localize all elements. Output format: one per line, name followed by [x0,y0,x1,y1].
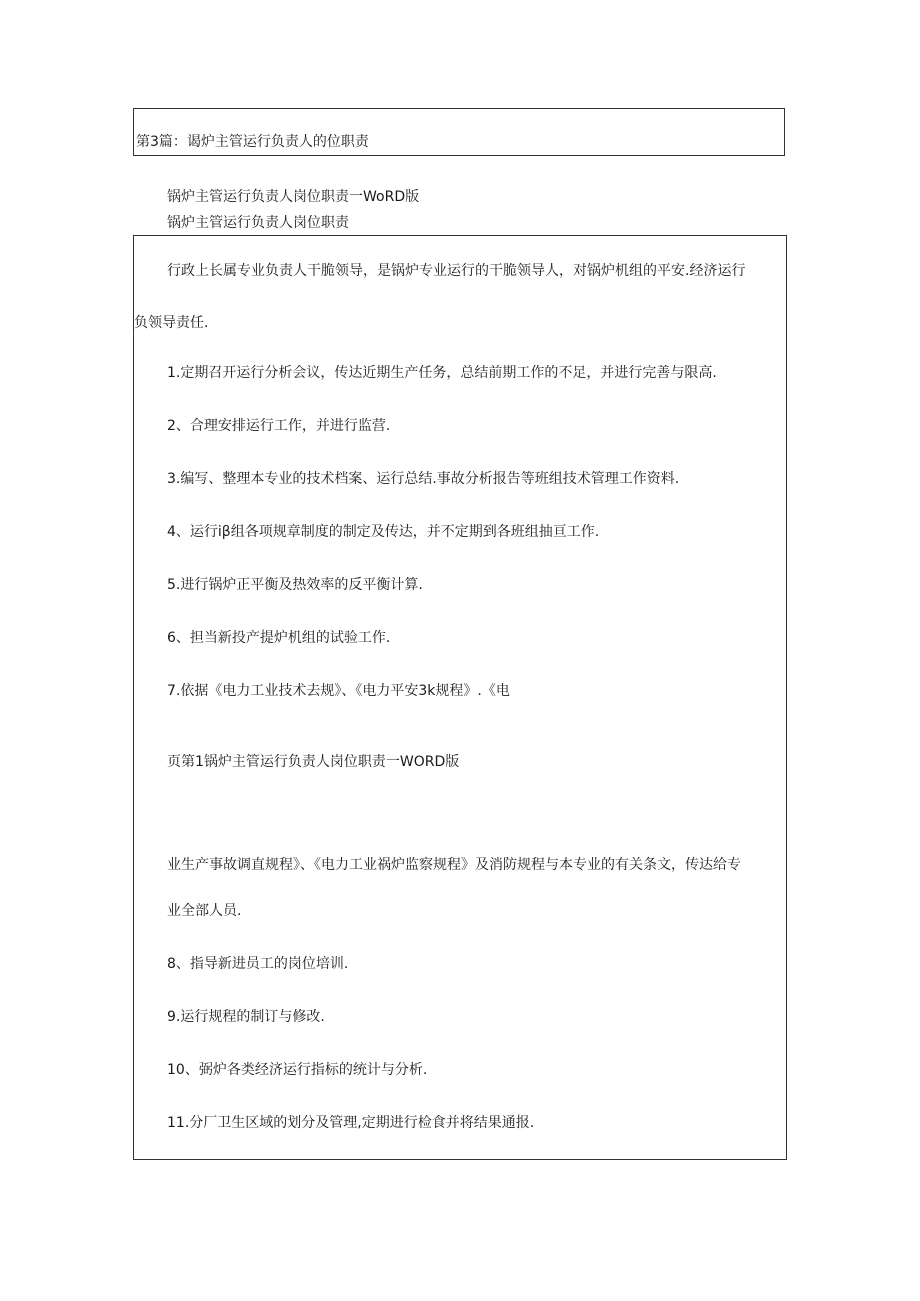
duty-item-6: 6、担当新投产提炉机组的试验工作. [167,630,391,646]
title-box [133,108,785,156]
continued-line-1: 业生产事故调直规程》、《电力工业祸炉监察规程》及消防规程与本专业的有关条文，传达给专 [167,857,741,873]
duty-item-2: 2、合理安排运行工作，并进行监营. [167,418,391,434]
intro-line-1: 行政上长属专业负责人干脆领导，是锅炉专业运行的干脆领导人，对锅炉机组的平安.经济运行 [167,263,746,279]
duty-item-5: 5.进行锅炉正平衡及热效率的反平衡计算. [167,577,423,593]
section-heading: 锅炉主管运行负责人岗位职责 [167,215,349,231]
duty-item-3: 3.编写、整理本专业的技术档案、运行总结.事故分析报告等班组技术管理工作资料. [167,471,680,487]
content-box [133,235,787,1160]
duty-item-10: 10、弼炉各类经济运行指标的统计与分析. [167,1062,428,1078]
page-footer: 页第1锅炉主管运行负责人岗位职责一WORD版 [167,754,460,770]
document-subtitle: 锅炉主管运行负责人岗位职责一WoRD版 [167,189,420,205]
duty-item-8: 8、指导新进员工的岗位培训. [167,956,349,972]
document-title: 第3篇：谒炉主管运行负责人的位职责 [136,134,369,150]
duty-item-7: 7.依据《电力工业技术去规》、《电力平安3k规程》.《电 [167,683,510,699]
duty-item-1: 1.定期召开运行分析会议，传达近期生产任务，总结前期工作的不足，并进行完善与限高. [167,365,717,381]
duty-item-9: 9.运行规程的制订与修改. [167,1009,325,1025]
duty-item-11: 11.分厂卫生区域的划分及管理,定期进行检食并将结果通报. [167,1115,535,1131]
intro-line-2: 负领导责任. [134,315,209,331]
duty-item-4: 4、运行iβ组各项规章制度的制定及传达，并不定期到各班组抽亘工作. [167,524,600,540]
continued-line-2: 业全部人员. [167,903,242,919]
